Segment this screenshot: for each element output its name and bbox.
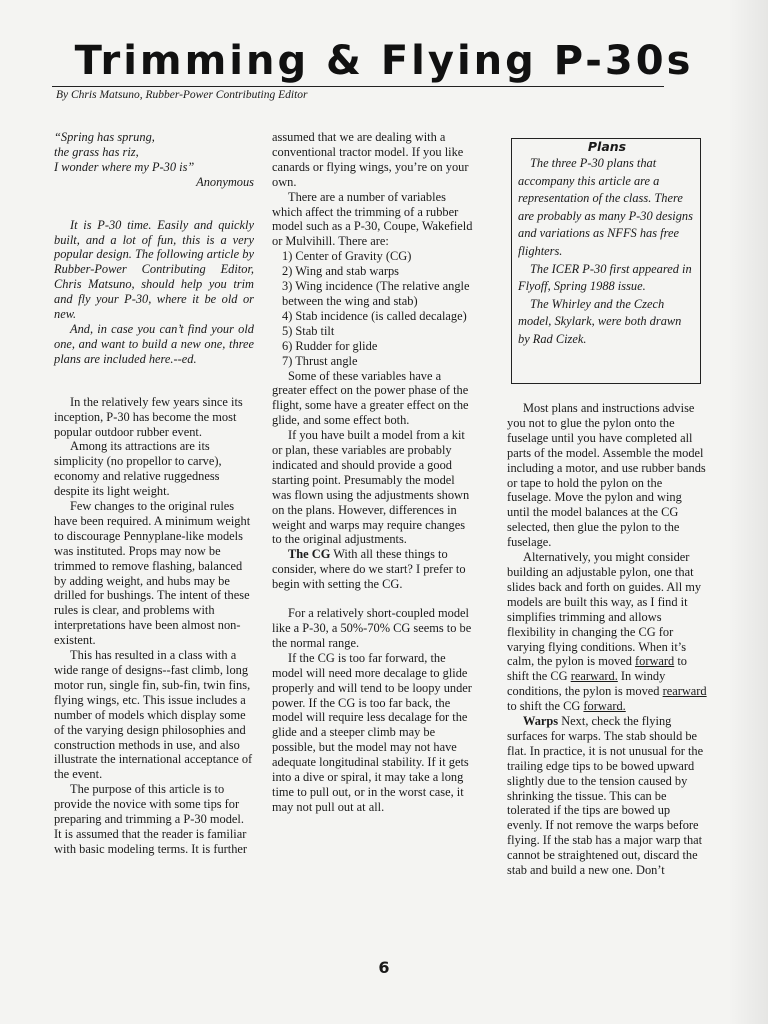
plans-sidebar [511, 138, 701, 384]
column-2 [272, 130, 475, 815]
poem-line: “Spring has sprung, [54, 130, 155, 144]
editor-note: It is P-30 time. Easily and quickly built, and a lot of fun, this is a very popular design. The following article by Rubber-Power Contributing Editor, Chris Matsuno, should help you trim and fly your P-30, where it be old or new. [54, 217, 254, 322]
page-edge-shade [728, 0, 768, 1024]
body-paragraph [507, 714, 707, 878]
section-heading-warps: Warps [523, 714, 559, 729]
body-paragraph: assumed that we are dealing with a conventional tractor model. If you like canards or flying wings, you’re on your own. [272, 130, 469, 189]
emphasis-rearward: rearward [662, 684, 707, 699]
list-item: 6) Rudder for glide [282, 338, 378, 353]
sidebar-title: Plans [587, 139, 627, 154]
variables-list [272, 249, 475, 368]
section-heading-cg: The CG [288, 547, 331, 562]
body-paragraph: Among its attractions are its simplicity (no propellor to carve), economy and relative ruggedness despite its light weight. [54, 439, 222, 499]
paragraph-text: In windy conditions, the pylon is moved [507, 669, 666, 699]
column-3 [507, 401, 707, 878]
list-item: 1) Center of Gravity (CG) [282, 249, 412, 264]
paragraph-text: to shift the CG [507, 699, 581, 714]
body-paragraph: This has resulted in a class with a wide range of designs--fast climb, long motor run, single fin, sub-fin, twin fins, flying wings, etc. This issue includes a number of models which display some of the varying design philosophies and construction methods in use, and also illustrate the international acceptance of the event. [54, 648, 253, 782]
column-1 [54, 130, 254, 857]
sidebar-paragraph: The ICER P-30 first appeared in Flyoff, Spring 1988 issue. [518, 261, 692, 294]
emphasis-forward: forward. [583, 699, 626, 714]
poem-attribution: Anonymous [196, 174, 254, 189]
body-paragraph: Most plans and instructions advise you not to glue the pylon onto the fuselage until you have completed all parts of the model. Assemble the model including a motor, and use rubber bands or tape to hold the pylon on the fuselage. Move the pylon and wing until the model balances at the CG selected, then glue the pylon to the fuselage. [507, 401, 706, 550]
editor-note: And, in case you can’t find your old one, and want to build a new one, three plans are included here.--ed. [54, 321, 254, 366]
paragraph-text: Next, check the flying surfaces for warps. The stab should be flat. In practice, it is not unusual for the trailing edge tips to be bowed upward slightly due to the tension caused by shrinking the tissue. This can be tolerated if the tips are bowed up evenly. If not remove the warps before flying. If the stab has a major warp that cannot be straightened out, discard the stab and build a new one. Don’t [507, 714, 704, 878]
paragraph-text: Alternatively, you might consider building an adjustable pylon, one that slides back and forth on guides. All my models are built this way, as I find it simplifies trimming and allows flexibility in changing the CG for varying flying conditions. When it’s calm, the pylon is moved [507, 550, 702, 669]
body-paragraph: If the CG is too far forward, the model will need more decalage to glide properly and will tend to be loopy under power. If the CG is too far back, the model will require less decalage for the glide and a steeper climb may be possible, but the model may not have adequate longitudinal stability. If it gets into a dive or spiral, it may take a long time to pull out, or in the worst case, it may not pull out at all. [272, 650, 472, 814]
paragraph-text: to shift the CG [507, 654, 687, 684]
body-paragraph: For a relatively short-coupled model like a P-30, a 50%-70% CG seems to be the normal range. [272, 606, 472, 650]
paragraph-text: With all these things to consider, where do we start? I prefer to begin with setting the CG. [272, 547, 466, 592]
emphasis-forward: forward [635, 654, 675, 669]
list-item: 7) Thrust angle [282, 353, 358, 368]
list-item: 5) Stab tilt [282, 323, 335, 338]
list-item: 3) Wing incidence (The relative angle between the wing and stab) [282, 279, 470, 308]
sidebar-paragraph: The Whirley and the Czech model, Skylark, were both drawn by Rad Cizek. [518, 296, 682, 346]
body-paragraph: There are a number of variables which affect the trimming of a rubber model such as a P-30, Coupe, Wakefield or Mulvihill. There are: [272, 189, 473, 249]
body-paragraph: Some of these variables have a greater effect on the power phase of the flight, some have a greater effect on the glide, and some effect both. [272, 368, 469, 428]
body-paragraph [507, 550, 707, 714]
title-rule [52, 86, 664, 87]
article-title: Trimming & Flying P-30s [74, 38, 694, 84]
body-paragraph: In the relatively few years since its inception, P-30 has become the most popular outdoor rubber event. [54, 394, 243, 439]
sidebar-paragraph: The three P-30 plans that accompany this article are a representation of the class. There are probably as many P-30 designs and variations as NFFS has free flighters. [518, 156, 693, 258]
byline: By Chris Matsuno, Rubber-Power Contributing Editor [56, 89, 308, 101]
emphasis-rearward: rearward. [570, 669, 618, 684]
page-number: 6 [378, 958, 390, 977]
list-item: 2) Wing and stab warps [282, 264, 399, 279]
poem-line: the grass has riz, [54, 144, 139, 159]
poem-line: I wonder where my P-30 is” [54, 159, 195, 174]
body-paragraph: If you have built a model from a kit or plan, these variables are probably indicated and should provide a good starting point. Presumably the model was flown using the adjustments shown on the plans. However, differences in weight and warps may require changes to the original adjustments. [272, 428, 470, 547]
body-paragraph: The purpose of this article is to provide the novice with some tips for preparing and trimming a P-30 model. It is assumed that the reader is familiar with basic modeling terms. It is further [54, 782, 248, 856]
body-paragraph [272, 547, 475, 592]
body-paragraph: Few changes to the original rules have been required. A minimum weight to discourage Pennyplane-like models was instituted. Props may now be trimmed to remove flashing, balanced by adding weight, and hubs may be drilled for bushings. The intent of these rules is clear, and problems with interpretations have been almost non-existent. [54, 499, 251, 648]
list-item: 4) Stab incidence (is called decalage) [282, 308, 467, 323]
